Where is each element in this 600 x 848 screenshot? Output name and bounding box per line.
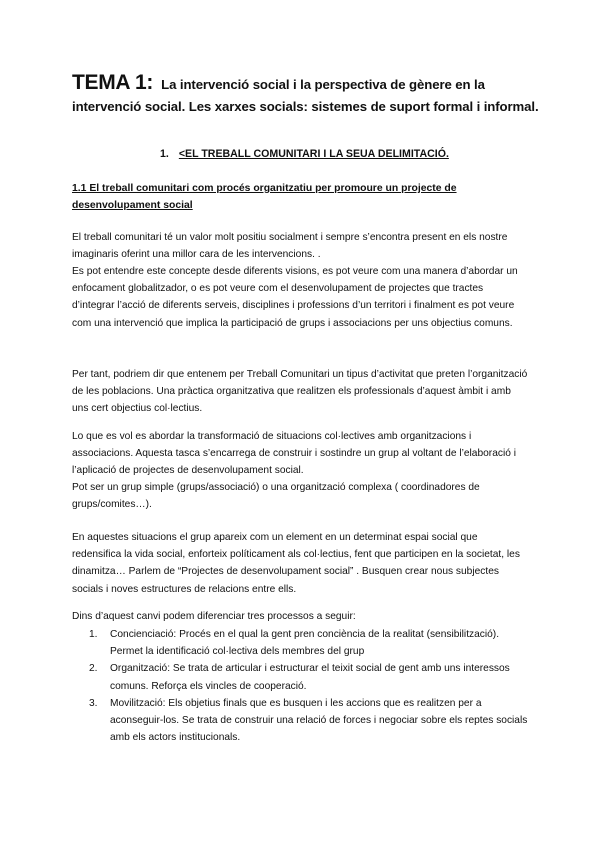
list-item-number: 1.: [89, 629, 98, 640]
list-item-text: Concienciació: Procés en el qual la gent pren conciència de la realitat (sensibilització). Permet la identificació col·lectiva dels membres del grup: [110, 629, 500, 658]
title-text: La intervenció social i la perspectiva de gènere en la intervenció social. Les xarxes socials: sistemes de suport formal i informal.: [72, 77, 539, 114]
list-item: [72, 626, 528, 660]
paragraph: Dins d’aquest canvi podem diferenciar tres processos a seguir:: [72, 611, 356, 622]
paragraph: Per tant, podriem dir que entenem per Treball Comunitari un tipus d’activitat que preten l’organització de les poblacions. Una pràctica organitzativa que realitzen els professionals d’aquest àmbit i amb uns cert objectius col·lectius.: [72, 369, 528, 415]
list-item-text: Organització: Se trata de articular i estructurar el teixit social de gent amb uns interessos comuns. Reforça els vincles de cooperació.: [110, 663, 510, 692]
list-item-text: Movilització: Els objetius finals que es busquen i les accions que es realitzen per a aconseguir-los. Se trata de construir una relació de forces i negociar sobre els reptes socials amb els actors institucionals.: [110, 697, 528, 744]
list-item: [72, 695, 528, 747]
subsection-heading: 1.1 El treball comunitari com procés organitzatiu per promoure un projecte de desenvolupament social: [72, 183, 457, 211]
paragraph: En aquestes situacions el grup apareix com un element en un determinat espai social que redensifica la vida social, enforteix políticament als col·lectius, fent que participen en la societat, les dinamitza… Parlem de “Projectes de desenvolupament social” . Busquen crear nous subjectes socials i noves estructures de relacions entre ells.: [72, 532, 520, 595]
list-item-number: 2.: [89, 663, 98, 675]
title-tema-label: TEMA 1:: [72, 71, 154, 94]
section-number: 1.: [160, 148, 169, 160]
list-item-number: 3.: [89, 697, 98, 709]
paragraph: El treball comunitari té un valor molt positiu socialment i sempre s’encontra present en els nostre imaginaris oferint una millor cara de les intervencions. .: [72, 232, 508, 261]
section-heading-text: <EL TREBALL COMUNITARI I LA SEUA DELIMITACIÓ.: [178, 148, 449, 160]
list-item: [72, 660, 528, 694]
document-title: [72, 72, 542, 118]
section-heading: [160, 148, 449, 160]
process-list: [72, 626, 528, 746]
paragraph: Pot ser un grup simple (grups/associació) o una organització complexa ( coordinadores de grups/comites…).: [72, 482, 480, 511]
paragraph: Es pot entendre este concepte desde diferents visions, es pot veure com una manera d’abordar un enfocament globalitzador, o es pot veure com el desenvolupament de projectes que tractes d’integrar l’acció de diferents serveis, disciplines i professions d’un territori i finalment es pot veure com una intervenció que implica la participació de grups i associacions per uns objectius comuns.: [72, 266, 518, 329]
paragraph: Lo que es vol es abordar la transformació de situacions col·lectives amb organitzacions i associacions. Aquesta tasca s’encarrega de construir i sostindre un grup al voltant de l’elaboració i l’aplicació de projectes de desenvolupament social.: [72, 431, 516, 477]
